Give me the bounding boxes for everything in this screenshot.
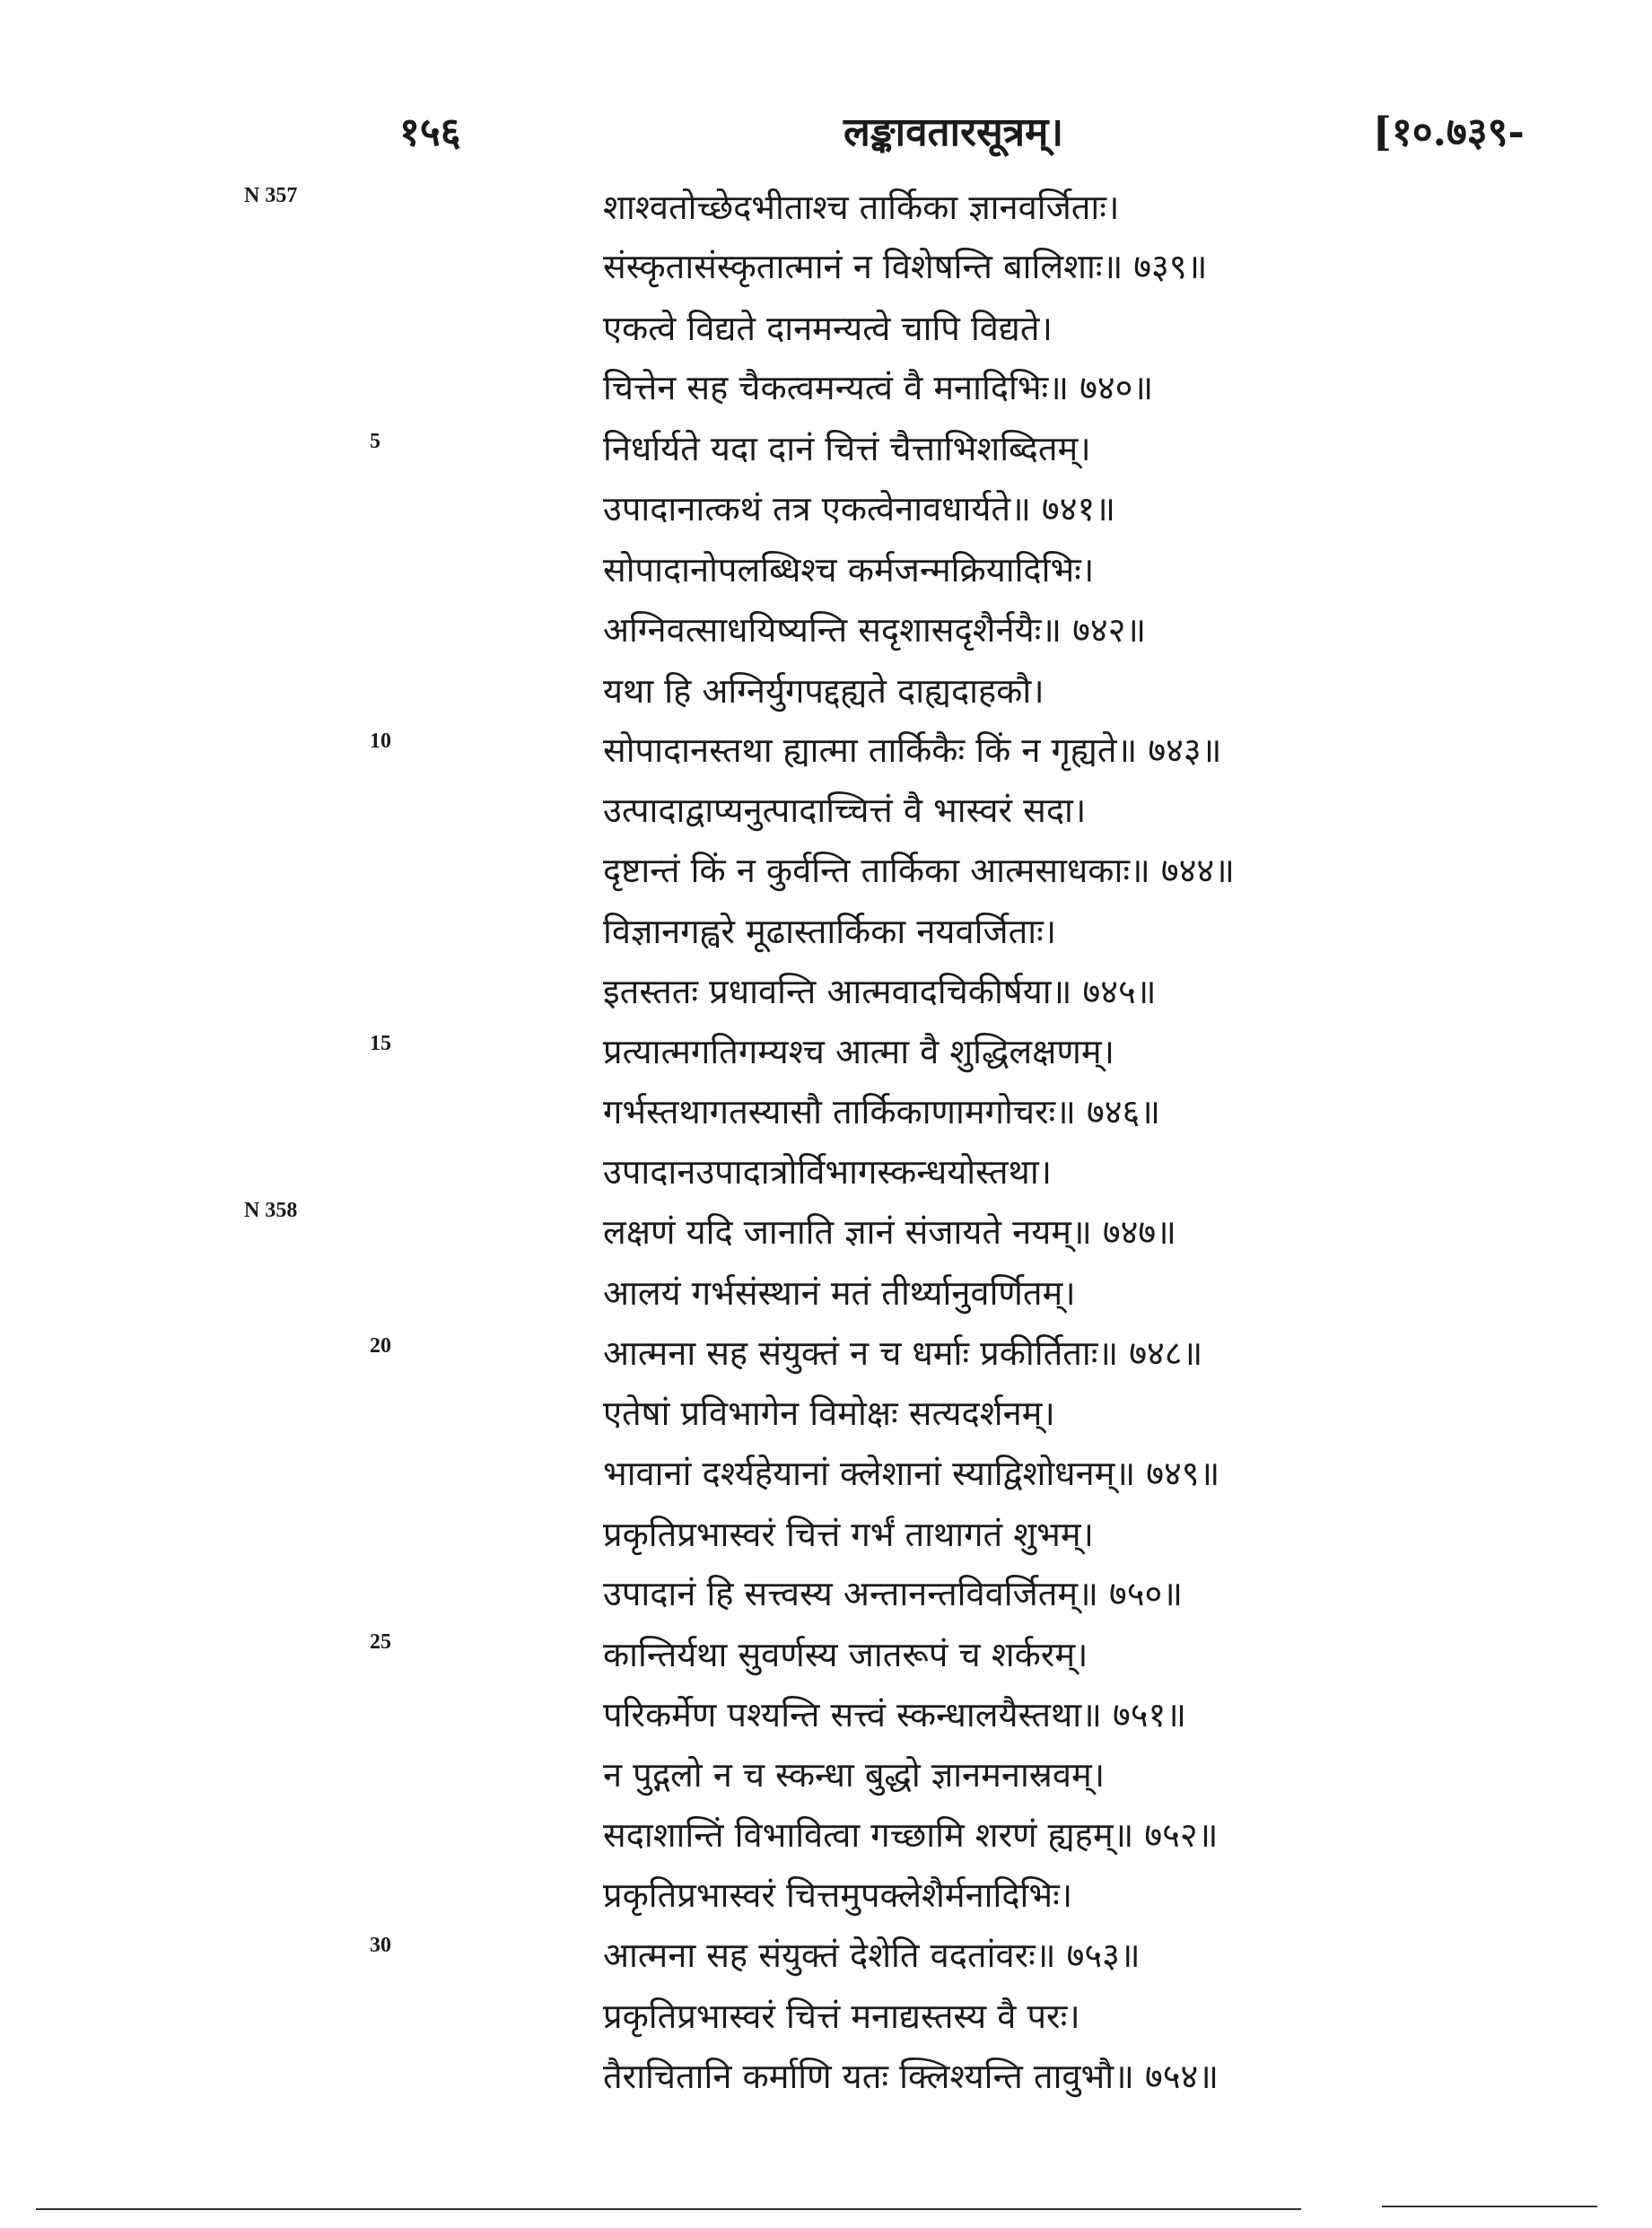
line-number: 5 [370, 430, 380, 453]
verse-line: प्रत्यात्मगतिगम्यश्च आत्मा वै शुद्धिलक्षणम्। [603, 1032, 1114, 1071]
line-number: 25 [370, 1630, 391, 1654]
verse-line: उपादानात्कथं तत्र एकत्वेनावधार्यते॥ ७४१॥ [603, 489, 1115, 529]
page-number: १५६ [399, 109, 461, 155]
verse-line: आलयं गर्भसंस्थानं मतं तीर्थ्यानुवर्णितम्। [603, 1273, 1076, 1313]
line-number: 15 [370, 1032, 391, 1055]
verse-line: तैराचितानि कर्माणि यतः क्लिश्यन्ति तावुभौ॥ ७५४॥ [603, 2057, 1219, 2096]
verse-line: उत्पादाद्वाप्यनुत्पादाच्चित्तं वै भास्वरं सदा। [603, 791, 1087, 830]
verse-line: गर्भस्तथागतस्यासौ तार्किकाणामगोचरः॥ ७४६॥ [603, 1092, 1161, 1131]
running-title: लङ्कावतारसूत्रम्। [843, 109, 1064, 155]
verse-line: संस्कृतासंस्कृतात्मानं न विशेषन्ति बालिशाः॥ ७३९॥ [603, 247, 1208, 286]
verse-line: आत्मना सह संयुक्तं देशेति वदतांवरः॥ ७५३॥ [603, 1935, 1141, 1975]
verse-line: एतेषां प्रविभागेन विमोक्षः सत्यदर्शनम्। [603, 1394, 1055, 1433]
verse-line: यथा हि अग्निर्युगपद्दह्यते दाह्यदाहकौ। [603, 671, 1045, 711]
manuscript-ref: N 358 [244, 1199, 298, 1222]
verse-line: विज्ञानगह्वरे मूढास्तार्किका नयवर्जिताः। [603, 912, 1057, 951]
verse-line: सोपादानस्तथा ह्यात्मा तार्किकैः किं न गृह्यते॥ ७४३॥ [603, 730, 1222, 770]
verse-line: कान्तिर्यथा सुवर्णस्य जातरूपं च शर्करम्। [603, 1635, 1088, 1674]
line-number: 30 [370, 1934, 391, 1957]
verse-range: [१०.७३९- [1373, 109, 1525, 155]
verse-line: परिकर्मेण पश्यन्ति सत्त्वं स्कन्धालयैस्तथा॥ ७५१॥ [603, 1695, 1187, 1734]
footer-rule [1382, 2206, 1597, 2207]
verse-line: निर्धार्यते यदा दानं चित्तं चैत्ताभिशब्दितम्। [603, 429, 1091, 468]
verse-line: प्रकृतिप्रभास्वरं चित्तं गर्भं ताथागतं शुभम्। [603, 1515, 1094, 1554]
manuscript-ref: N 357 [244, 184, 298, 207]
verse-line: सोपादानोपलब्धिश्च कर्मजन्मक्रियादिभिः। [603, 550, 1095, 590]
verse-line: एकत्वे विद्यते दानमन्यत्वे चापि विद्यते। [603, 309, 1053, 348]
verse-line: शाश्वतोच्छेदभीताश्च तार्किका ज्ञानवर्जिताः। [603, 188, 1120, 227]
verse-line: भावानां दर्श्यहेयानां क्लेशानां स्याद्विशोधनम्॥ ७४९॥ [603, 1454, 1220, 1493]
verse-line: उपादानउपादात्रोर्विभागस्कन्धयोस्तथा। [603, 1152, 1053, 1192]
verse-line: इतस्ततः प्रधावन्ति आत्मवादचिकीर्षया॥ ७४५॥ [603, 972, 1157, 1011]
verse-line: लक्षणं यदि जानाति ज्ञानं संजायते नयम्॥ ७४७॥ [603, 1212, 1176, 1252]
verse-line: न पुद्गलो न च स्कन्धा बुद्धो ज्ञानमनास्रवम्। [603, 1755, 1106, 1795]
line-number: 20 [370, 1334, 391, 1358]
verse-line: प्रकृतिप्रभास्वरं चित्तं मनाद्यस्तस्य वै परः। [603, 1996, 1080, 2036]
footer-rule [36, 2208, 1301, 2210]
verse-line: दृष्टान्तं किं न कुर्वन्ति तार्किका आत्मसाधकाः॥ ७४४॥ [603, 851, 1235, 890]
verse-line: अग्निवत्साधयिष्यन्ति सदृशासदृशैर्नयैः॥ ७४२॥ [603, 610, 1147, 650]
verse-line: चित्तेन सह चैकत्वमन्यत्वं वै मनादिभिः॥ ७४०॥ [603, 368, 1154, 407]
verse-line: प्रकृतिप्रभास्वरं चित्तमुपक्लेशैर्मनादिभिः। [603, 1875, 1073, 1915]
verse-line: आत्मना सह संयुक्तं न च धर्माः प्रकीर्तिताः॥ ७४८॥ [603, 1333, 1203, 1373]
verse-line: उपादानं हि सत्त्वस्य अन्तानन्तविवर्जितम्॥ ७५०॥ [603, 1574, 1184, 1613]
verse-line: सदाशान्तिं विभावित्वा गच्छामि शरणं ह्यहम्॥ ७५२॥ [603, 1815, 1219, 1855]
line-number: 10 [370, 730, 391, 753]
